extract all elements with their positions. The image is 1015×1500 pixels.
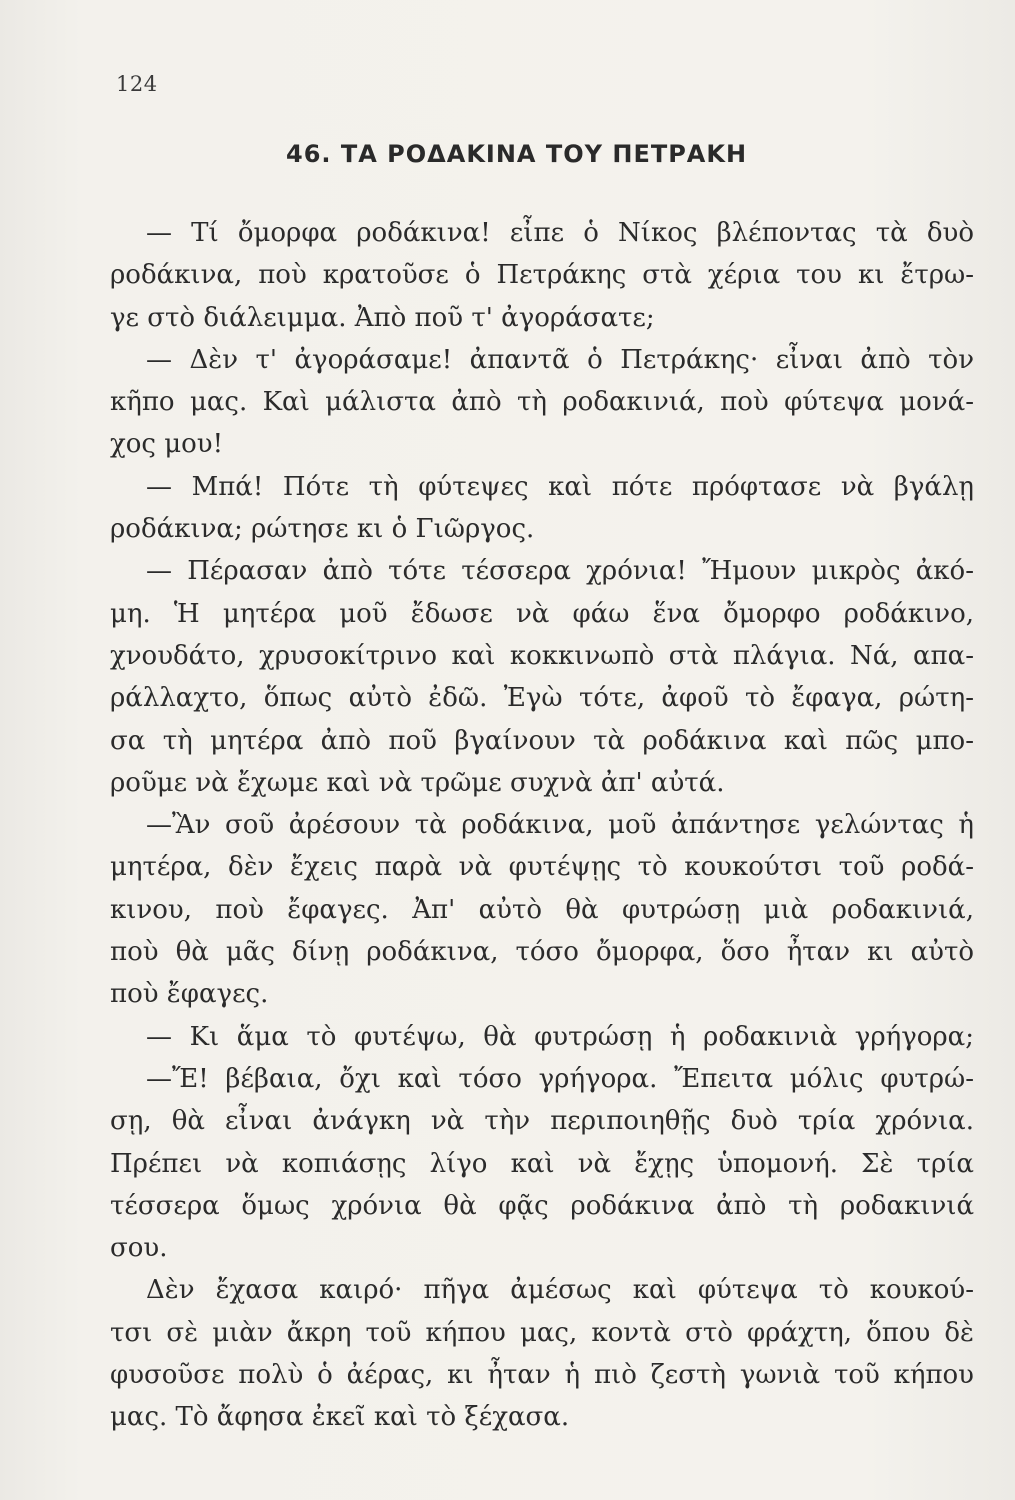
text-line: φυσοῦσε πολὺ ὁ ἀέρας, κι ἦταν ἡ πιὸ ζεστὴ γωνιὰ τοῦ κήπου [110, 1360, 974, 1391]
text-line: — Μπά! Πότε τὴ φύτεψες καὶ πότε πρόφτασε νὰ βγάλῃ [146, 471, 974, 502]
text-line: γε στὸ διάλειμμα. Ἀπὸ ποῦ τ' ἀγοράσατε; [110, 302, 655, 333]
text-line: μητέρα, δὲν ἔχεις παρὰ νὰ φυτέψῃς τὸ κουκούτσι τοῦ ροδά- [110, 852, 974, 883]
text-line: κινου, ποὺ ἔφαγες. Ἀπ' αὐτὸ θὰ φυτρώσῃ μιὰ ροδακινιά, [110, 894, 974, 925]
text-line: χνουδάτο, χρυσοκίτρινο καὶ κοκκινωπὸ στὰ πλάγια. Νά, απα- [110, 640, 974, 671]
chapter-title: 46. ΤΑ ΡΟΔΑΚΙΝΑ ΤΟΥ ΠΕΤΡΑΚΗ [286, 140, 748, 168]
text-line: χος μου! [110, 429, 224, 460]
text-line: — Τί ὄμορφα ροδάκινα! εἶπε ὁ Νίκος βλέποντας τὰ δυὸ [146, 218, 974, 248]
text-line: μας. Τὸ ἄφησα ἐκεῖ καὶ τὸ ξέχασα. [110, 1402, 570, 1433]
text-line: ροδάκινα; ρώτησε κι ὁ Γιῶργος. [110, 514, 535, 545]
text-line: κῆπο μας. Καὶ μάλιστα ἀπὸ τὴ ροδακινιά, ποὺ φύτεψα μονά- [110, 387, 974, 418]
text-line: ποὺ θὰ μᾶς δίνῃ ροδάκινα, τόσο ὄμορφα, ὅσο ἦταν κι αὐτὸ [110, 937, 974, 968]
text-line: σῃ, θὰ εἶναι ἀνάγκη νὰ τὴν περιποιηθῇς δυὸ τρία χρόνια. [110, 1106, 974, 1137]
text-line: —Ἔ! βέβαια, ὄχι καὶ τόσο γρήγορα. Ἔπειτα μόλις φυτρώ- [146, 1063, 974, 1094]
text-line: —Ἂν σοῦ ἀρέσουν τὰ ροδάκινα, μοῦ ἀπάντησε γελώντας ἡ [146, 810, 974, 841]
text-line: — Πέρασαν ἀπὸ τότε τέσσερα χρόνια! Ἤμουν μικρὸς ἀκό- [146, 556, 974, 587]
text-line: ράλλαχτο, ὅπως αὐτὸ ἐδῶ. Ἐγὼ τότε, ἀφοῦ τὸ ἔφαγα, ρώτη- [110, 683, 974, 714]
text-line: ροδάκινα, ποὺ κρατοῦσε ὁ Πετράκης στὰ χέρια του κι ἔτρω- [110, 260, 974, 291]
text-line: ροῦμε νὰ ἔχωμε καὶ νὰ τρῶμε συχνὰ ἀπ' αὐτά. [110, 767, 725, 798]
text-line: τέσσερα ὅμως χρόνια θὰ φᾷς ροδάκινα ἀπὸ τὴ ροδακινιά [110, 1190, 974, 1221]
text-line: σα τὴ μητέρα ἀπὸ ποῦ βγαίνουν τὰ ροδάκινα καὶ πῶς μπο- [110, 725, 974, 756]
text-line: σου. [110, 1233, 168, 1264]
page-number: 124 [116, 72, 158, 96]
body-text [110, 212, 974, 1439]
text-line: Πρέπει νὰ κοπιάσῃς λίγο καὶ νὰ ἔχῃς ὑπομονή. Σὲ τρία [110, 1148, 974, 1179]
text-line: μη. Ἡ μητέρα μοῦ ἔδωσε νὰ φάω ἕνα ὄμορφο ροδάκινο, [110, 598, 974, 629]
text-line: Δὲν ἔχασα καιρό· πῆγα ἀμέσως καὶ φύτεψα τὸ κουκού- [146, 1275, 974, 1306]
text-line: τσι σὲ μιὰν ἄκρη τοῦ κήπου μας, κοντὰ στὸ φράχτη, ὅπου δὲ [110, 1317, 974, 1348]
text-line: — Δὲν τ' ἀγοράσαμε! ἀπαντᾶ ὁ Πετράκης· εἶναι ἀπὸ τὸν [146, 344, 974, 375]
text-line: ποὺ ἔφαγες. [110, 979, 269, 1010]
text-line: — Κι ἅμα τὸ φυτέψω, θὰ φυτρώσῃ ἡ ροδακινιὰ γρήγορα; [146, 1021, 974, 1052]
